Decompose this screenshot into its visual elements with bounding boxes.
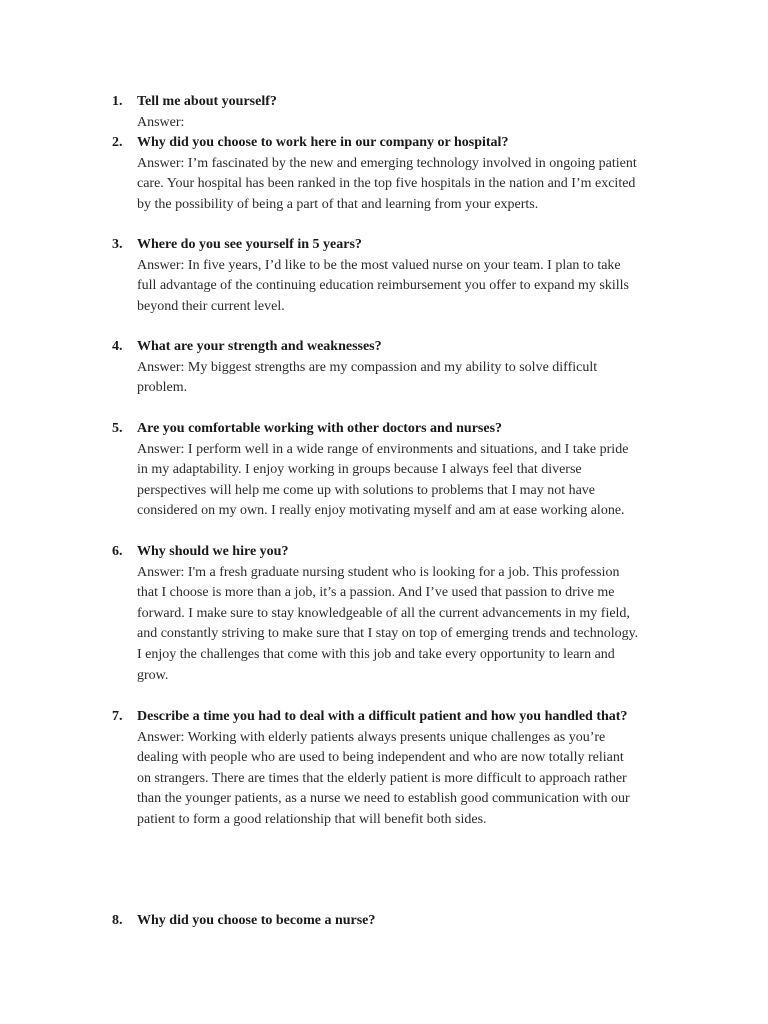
answer-block xyxy=(137,154,682,216)
answer-block xyxy=(137,728,682,831)
question-number: 2. xyxy=(112,135,123,150)
answer-line: patient to form a good relationship that will benefit both sides. xyxy=(137,811,487,827)
question-number: 1. xyxy=(112,94,123,109)
question-text: Where do you see yourself in 5 years? xyxy=(137,237,362,252)
answer-line: Answer: Working with elderly patients always presents unique challenges as you’re xyxy=(137,729,606,745)
answer-line: on strangers. There are times that the elderly patient is more difficult to approach rather xyxy=(137,770,627,786)
question-text: Tell me about yourself? xyxy=(137,94,277,109)
answer-line: Answer: In five years, I’d like to be the most valued nurse on your team. I plan to take xyxy=(137,257,621,273)
question-number: 3. xyxy=(112,237,123,252)
answer-block xyxy=(137,358,682,399)
answer-line: than the younger patients, as a nurse we need to establish good communication with our xyxy=(137,791,630,807)
answer-line: Answer: xyxy=(137,114,185,130)
answer-block xyxy=(137,563,682,687)
question-text: Why did you choose to become a nurse? xyxy=(137,913,376,928)
question-text: Why should we hire you? xyxy=(137,544,289,559)
answer-block xyxy=(137,256,682,318)
answer-line: dealing with people who are used to being independent and who are now totally reliant xyxy=(137,750,624,766)
answer-line: full advantage of the continuing education reimbursement you offer to expand my skills xyxy=(137,278,629,294)
answer-line: care. Your hospital has been ranked in the top five hospitals in the nation and I’m excited xyxy=(137,176,636,192)
question-number: 5. xyxy=(112,421,123,436)
answer-block xyxy=(137,113,682,134)
question-text: Why did you choose to work here in our company or hospital? xyxy=(137,135,509,150)
answer-line: considered on my own. I really enjoy motivating myself and am at ease working alone. xyxy=(137,503,625,519)
answer-line: by the possibility of being a part of that and learning from your experts. xyxy=(137,196,539,212)
answer-line: forward. I make sure to stay knowledgeable of all the current advancements in my field, xyxy=(137,605,630,621)
answer-line: beyond their current level. xyxy=(137,298,285,314)
answer-line: Answer: My biggest strengths are my compassion and my ability to solve difficult xyxy=(137,359,598,375)
answer-line: perspectives will help me come up with solutions to problems that I may not have xyxy=(137,482,596,498)
question-text: Are you comfortable working with other doctors and nurses? xyxy=(137,421,503,436)
question-text: Describe a time you had to deal with a difficult patient and how you handled that? xyxy=(137,709,628,724)
answer-line: in my adaptability. I enjoy working in groups because I always feel that diverse xyxy=(137,462,582,478)
question-number: 7. xyxy=(112,709,123,724)
question-number: 8. xyxy=(112,913,123,928)
answer-line: Answer: I’m fascinated by the new and emerging technology involved in ongoing patient xyxy=(137,155,637,171)
question-number: 6. xyxy=(112,544,123,559)
answer-block xyxy=(137,440,682,522)
answer-line: Answer: I perform well in a wide range of environments and situations, and I take pride xyxy=(137,441,629,457)
answer-line: I enjoy the challenges that come with this job and take every opportunity to learn and xyxy=(137,646,615,662)
answer-line: that I choose is more than a job, it’s a passion. And I’ve used that passion to drive me xyxy=(137,585,615,601)
answer-line: problem. xyxy=(137,380,188,396)
answer-line: grow. xyxy=(137,667,169,683)
question-text: What are your strength and weaknesses? xyxy=(137,339,382,354)
answer-line: Answer: I'm a fresh graduate nursing student who is looking for a job. This profession xyxy=(137,564,620,580)
answer-line: and constantly striving to make sure that I stay on top of emerging trends and technology. xyxy=(137,626,639,642)
question-number: 4. xyxy=(112,339,123,354)
